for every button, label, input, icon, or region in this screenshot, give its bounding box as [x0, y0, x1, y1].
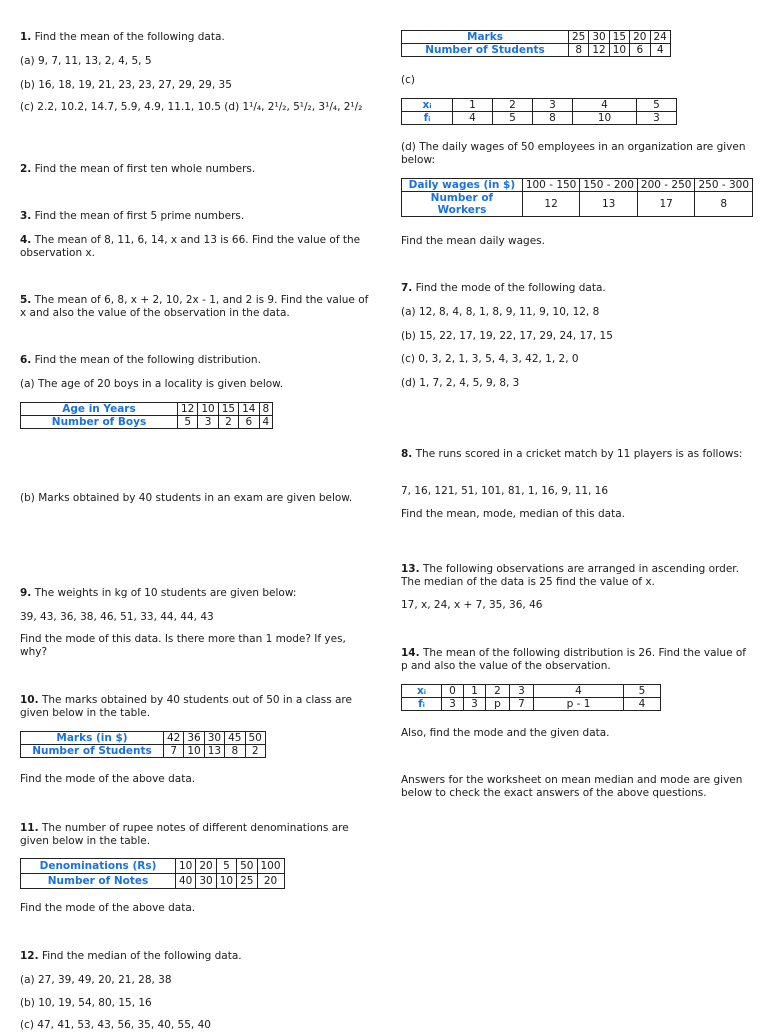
- answers-note: Answers for the worksheet on mean median and mode are given below to check the exact answers of the above questions.: [401, 774, 743, 799]
- table-row: Marks (in $) 42 36 30 45 50: [21, 732, 266, 745]
- table-row: Number of Students 7 10 13 8 2: [21, 745, 266, 758]
- table-header: Number of Workers: [402, 192, 523, 217]
- q8-data: 7, 16, 121, 51, 101, 81, 1, 16, 9, 11, 16: [401, 485, 609, 497]
- q7-c: (c) 0, 3, 2, 1, 3, 5, 4, 3, 42, 1, 2, 0: [401, 353, 579, 365]
- table-header: fᵢ: [402, 698, 442, 711]
- age-table: [20, 402, 273, 429]
- q7-d: (d) 1, 7, 2, 4, 5, 9, 8, 3: [401, 377, 520, 389]
- q14-text: 14. The mean of the following distribution is 26. Find the value of p and also the value of the observation.: [401, 647, 746, 672]
- marks-students-table: [401, 30, 671, 57]
- table-header: Number of Students: [402, 44, 569, 57]
- q9-question: Find the mode of this data. Is there more than 1 mode? If yes, why?: [20, 633, 346, 658]
- q12-text: 12. Find the median of the following data.: [20, 950, 242, 962]
- q12-a: (a) 27, 39, 49, 20, 21, 28, 38: [20, 974, 172, 986]
- table-row: Daily wages (in $) 100 - 150 150 - 200 200 - 250 250 - 300: [402, 179, 753, 192]
- q3-text: 3. Find the mean of first 5 prime numbers.: [20, 210, 245, 222]
- table-header: Age in Years: [21, 403, 178, 416]
- q10-question: Find the mode of the above data.: [20, 773, 196, 785]
- q9-data: 39, 43, 36, 38, 46, 51, 33, 44, 44, 43: [20, 611, 214, 623]
- q7-text: 7. Find the mode of the following data.: [401, 282, 606, 294]
- q7-b: (b) 15, 22, 17, 19, 22, 17, 29, 24, 17, 15: [401, 330, 613, 342]
- q6-c: (c): [401, 74, 415, 86]
- q11-text: 11. The number of rupee notes of different denominations are given below in the table.: [20, 822, 349, 847]
- table-row: Denominations (Rs) 10 20 5 50 100: [21, 859, 285, 874]
- table-row: Number of Students 8 12 10 6 4: [402, 44, 671, 57]
- q6-d-question: Find the mean daily wages.: [401, 235, 545, 247]
- q13-text: 13. The following observations are arranged in ascending order. The median of the data is 25 find the value of x.: [401, 563, 739, 588]
- q14-question: Also, find the mode and the given data.: [401, 727, 610, 739]
- xi-fi-table: [401, 98, 677, 125]
- q1-text: 1. Find the mean of the following data.: [20, 31, 225, 43]
- table-row: fᵢ 3 3 p 7 p - 1 4: [402, 698, 661, 711]
- table-header: Denominations (Rs): [21, 859, 176, 874]
- q13-data: 17, x, 24, x + 7, 35, 36, 46: [401, 599, 543, 611]
- table-header: xᵢ: [402, 685, 442, 698]
- q6-text: 6. Find the mean of the following distribution.: [20, 354, 261, 366]
- table-header: xᵢ: [402, 99, 453, 112]
- q4-text: 4. The mean of 8, 11, 6, 14, x and 13 is 66. Find the value of the observation x.: [20, 234, 361, 259]
- table-row: Marks 25 30 15 20 24: [402, 31, 671, 44]
- q1-c: (c) 2.2, 10.2, 14.7, 5.9, 4.9, 11.1, 10.5 (d) 1¹/₄, 2¹/₂, 5¹/₂, 3¹/₄, 2¹/₂: [20, 101, 363, 113]
- table-row: Age in Years 12 10 15 14 8: [21, 403, 273, 416]
- table-row: Number of Boys 5 3 2 6 4: [21, 416, 273, 429]
- notes-table: [20, 858, 285, 889]
- table-header: Marks: [402, 31, 569, 44]
- table-header: Number of Boys: [21, 416, 178, 429]
- q1-a: (a) 9, 7, 11, 13, 2, 4, 5, 5: [20, 55, 152, 67]
- table-header: fᵢ: [402, 112, 453, 125]
- table-header: Number of Notes: [21, 874, 176, 889]
- q6-d: (d) The daily wages of 50 employees in an organization are given below:: [401, 141, 746, 166]
- q8-text: 8. The runs scored in a cricket match by 11 players is as follows:: [401, 448, 743, 460]
- table-row: Number of Workers 12 13 17 8: [402, 192, 753, 217]
- table-row: fᵢ 4 5 8 10 3: [402, 112, 677, 125]
- q5-text: 5. The mean of 6, 8, x + 2, 10, 2x - 1, and 2 is 9. Find the value of x and also the value of the observation in the data.: [20, 294, 369, 319]
- table-row: Number of Notes 40 30 10 25 20: [21, 874, 285, 889]
- q10-text: 10. The marks obtained by 40 students out of 50 in a class are given below in the table.: [20, 694, 352, 719]
- q8-question: Find the mean, mode, median of this data.: [401, 508, 625, 520]
- q7-a: (a) 12, 8, 4, 8, 1, 8, 9, 11, 9, 10, 12, 8: [401, 306, 600, 318]
- q6-b: (b) Marks obtained by 40 students in an exam are given below.: [20, 492, 353, 504]
- q12-c: (c) 47, 41, 53, 43, 56, 35, 40, 55, 40: [20, 1019, 211, 1031]
- table-header: Number of Students: [21, 745, 164, 758]
- table-row: xᵢ 0 1 2 3 4 5: [402, 685, 661, 698]
- table-header: Daily wages (in $): [402, 179, 523, 192]
- q9-text: 9. The weights in kg of 10 students are given below:: [20, 587, 297, 599]
- q2-text: 2. Find the mean of first ten whole numbers.: [20, 163, 256, 175]
- q12-b: (b) 10, 19, 54, 80, 15, 16: [20, 997, 152, 1009]
- xi-fi-p-table: [401, 684, 661, 711]
- q11-question: Find the mode of the above data.: [20, 902, 196, 914]
- marks-table: [20, 731, 266, 758]
- q1-b: (b) 16, 18, 19, 21, 23, 23, 27, 29, 29, 35: [20, 79, 232, 91]
- q6-a: (a) The age of 20 boys in a locality is given below.: [20, 378, 284, 390]
- table-row: xᵢ 1 2 3 4 5: [402, 99, 677, 112]
- table-header: Marks (in $): [21, 732, 164, 745]
- wages-table: [401, 178, 753, 217]
